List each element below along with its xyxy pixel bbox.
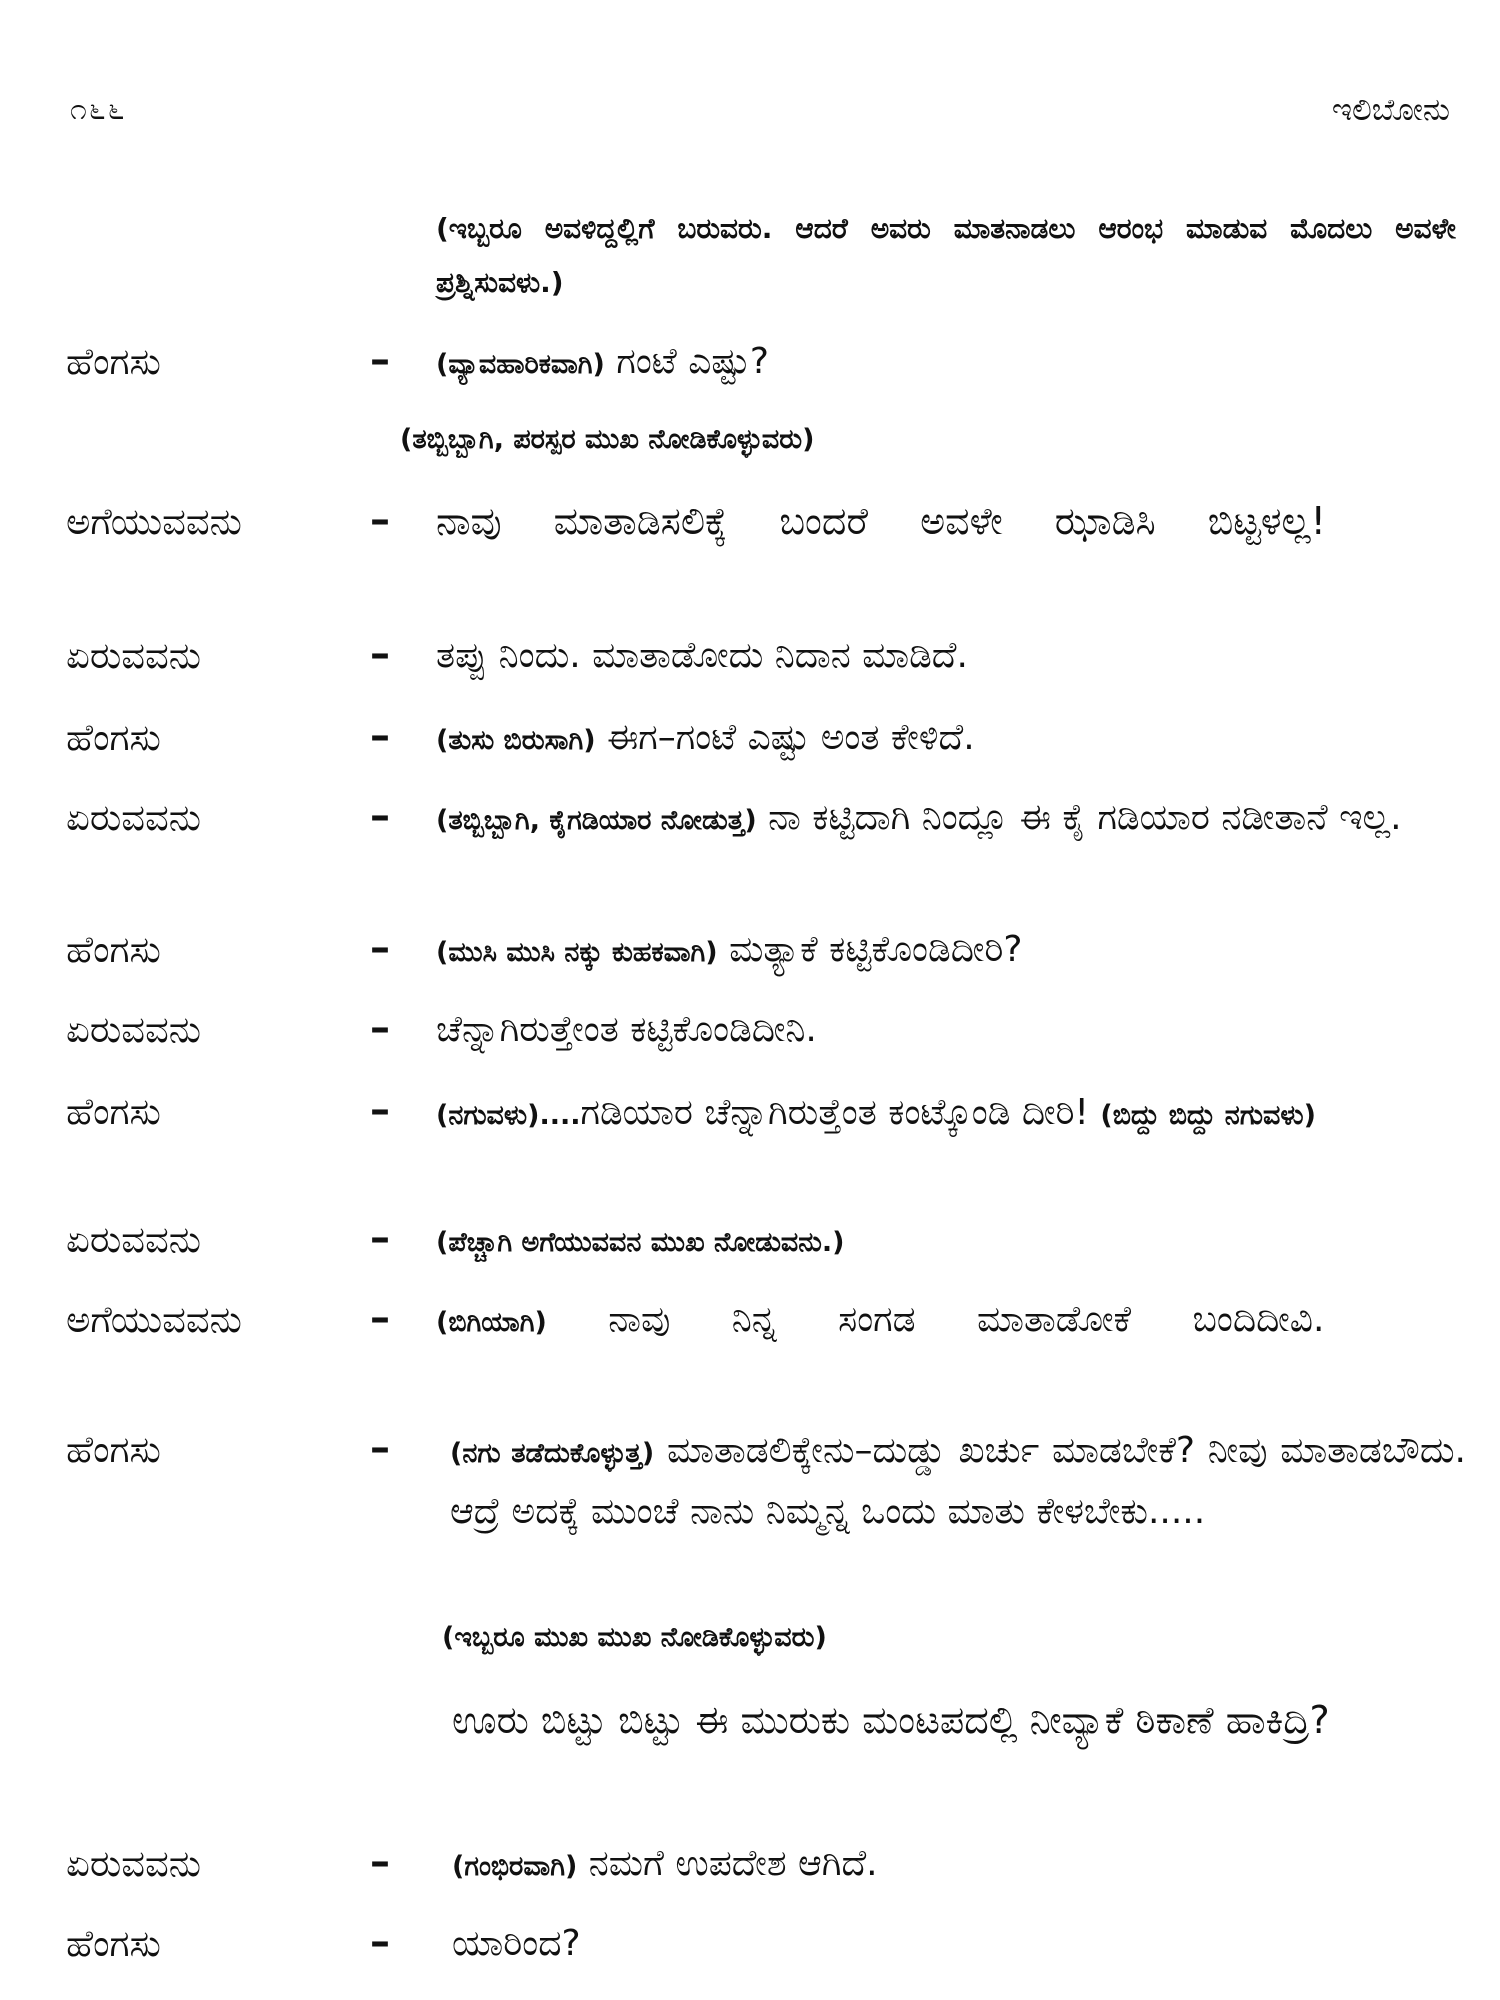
speaker-dash: – [370, 337, 390, 383]
dialogue-text: ಗಡಿಯಾರ ಚೆನ್ನಾಗಿರುತ್ತೆಂತ ಕಂಟ್ಕೊಂಡಿ ದೀರಿ! [580, 1092, 1089, 1133]
dialogue-text: ಈಗ–ಗಂಟೆ ಎಷ್ಟು ಅಂತ ಕೇಳಿದೆ. [607, 717, 975, 758]
speaker-name: ಹೆಂಗಸು [66, 1922, 161, 1965]
stage-direction: (ತಬ್ಬಿಬ್ಬಾಗಿ, ಪರಸ್ಪರ ಮುಖ ನೋಡಿಕೊಳ್ಳುವರು) [400, 424, 815, 455]
speaker-dash: – [370, 1919, 390, 1965]
stage-direction: (ತುಸು ಬಿರುಸಾಗಿ) [436, 725, 596, 756]
dialogue-text: ಮಾತಾಡಲಿಕ್ಕೇನು–ದುಡ್ಡು ಖರ್ಚು ಮಾಡಬೇಕೆ? ನೀವು ಮಾತಾಡಬೌದು. ಆದ್ರೆ ಅದಕ್ಕೆ ಮುಂಚೆ ನಾನು ನಿಮ್ಮನ್ನ ಒಂದು ಮಾತು ಕೇಳಬೇಕು..... [450, 1430, 1466, 1532]
dialogue-line [436, 924, 1456, 979]
stage-direction: (ಬಿಗಿಯಾಗಿ) [436, 1307, 547, 1338]
speaker-name: ಏರುವವನು [66, 796, 202, 839]
stage-direction: (ವ್ಯಾವಹಾರಿಕವಾಗಿ) [436, 349, 605, 380]
page-number: ೧೬೬ [70, 92, 127, 127]
dialogue-text: ನಮಗೆ ಉಪದೇಶ ಆಗಿದೆ. [588, 1843, 878, 1884]
speaker-dash: – [370, 497, 390, 543]
stage-direction: (ಗಂಭಿರವಾಗಿ) [452, 1851, 578, 1882]
speaker-dash: – [370, 631, 390, 677]
dialogue-line [452, 1688, 1464, 1752]
stage-direction: (ಬಿದ್ದು ಬಿದ್ದು ನಗುವಳು) [1100, 1100, 1316, 1131]
dialogue-text: ಗಂಟೆ ಎಷ್ಟು? [616, 341, 769, 382]
dialogue-line [436, 1084, 1456, 1145]
stage-direction: (ತಬ್ಬಿಬ್ಬಾಗಿ, ಕೈಗಡಿಯಾರ ನೋಡುತ್ತ) [436, 805, 757, 836]
stage-direction: (ಪೆಚ್ಚಾಗಿ ಅಗೆಯುವವನ ಮುಖ ನೋಡುವನು.) [436, 1227, 845, 1258]
speaker-dash: – [370, 1295, 390, 1341]
dialogue-line [436, 712, 1456, 767]
dialogue-line [436, 336, 1456, 391]
stage-direction: (ಇಬ್ಬರೂ ಮುಖ ಮುಖ ನೋಡಿಕೊಳ್ಳುವರು) [442, 1622, 827, 1653]
speaker-dash: – [370, 925, 390, 971]
stage-direction: (ನಗು ತಡೆದುಕೊಳ್ಳುತ್ತ) [450, 1438, 655, 1469]
dialogue-text: ನಾವು ನಿನ್ನ ಸಂಗಡ ಮಾತಾಡೋಕೆ ಬಂದಿದೀವಿ. [608, 1299, 1325, 1340]
dialogue-line [436, 1292, 1456, 1351]
stage-direction: (ಇಬ್ಬರೂ ಅವಳಿದ್ದಲ್ಲಿಗೆ ಬರುವರು. ಆದರೆ ಅವರು ಮಾತನಾಡಲು ಆರಂಭ ಮಾಡುವ ಮೊದಲು ಅವಳೇ ಪ್ರಶ್ನಿಸುವಳು.) [436, 212, 1456, 299]
dialogue-text: ಊರು ಬಿಟ್ಟು ಬಿಟ್ಟು ಈ ಮುರುಕು ಮಂಟಪದಲ್ಲಿ ನೀವ್ಯಾಕೆ ಠಿಕಾಣೆ ಹಾಕಿದ್ರಿ? [452, 1698, 1330, 1742]
stage-direction: (ಮುಸಿ ಮುಸಿ ನಕ್ಕು ಕುಹಕವಾಗಿ) [436, 937, 718, 968]
speaker-name: ಅಗೆಯುವವನು [66, 1298, 242, 1341]
speaker-name: ಏರುವವನು [66, 1218, 202, 1261]
speaker-dash: – [370, 1005, 390, 1051]
dialogue-text: ನಾವು ಮಾತಾಡಿಸಲಿಕ್ಕೆ ಬಂದರೆ ಅವಳೇ ಝಾಡಿಸಿ ಬಿಟ್ಟಳಲ್ಲ! [436, 499, 1326, 543]
speaker-name: ಹೆಂಗಸು [66, 928, 161, 971]
speaker-dash: – [370, 1215, 390, 1261]
speaker-name: ಹೆಂಗಸು [66, 340, 161, 383]
dialogue-line [436, 1004, 1456, 1056]
dialogue-line [436, 630, 1456, 682]
speaker-name: ಏರುವವನು [66, 1008, 202, 1051]
speaker-dash: – [370, 1839, 390, 1885]
dialogue-text: ನಾ ಕಟ್ಟಿದಾಗಿ ನಿಂದ್ಲೂ ಈ ಕೈ ಗಡಿಯಾರ ನಡೀತಾನೆ ಇಲ್ಲ. [768, 797, 1402, 838]
dialogue-text: ಯಾರಿಂದ? [452, 1923, 581, 1964]
speaker-dash: – [370, 1425, 390, 1471]
speaker-dash: – [370, 1087, 390, 1133]
dialogue-line [436, 790, 1456, 849]
speaker-name: ಏರುವವನು [66, 634, 202, 677]
speaker-name: ಅಗೆಯುವವನು [66, 500, 242, 543]
dialogue-line [436, 1214, 1456, 1269]
page-header [0, 92, 1500, 142]
speaker-name: ಹೆಂಗಸು [66, 716, 161, 759]
speaker-dash: – [370, 793, 390, 839]
running-title: ಇಲಿಬೋನು [1331, 92, 1450, 128]
speaker-name: ಹೆಂಗಸು [66, 1090, 161, 1133]
dialogue-line [452, 1838, 1472, 1893]
dialogue-line [452, 1918, 1472, 1970]
dialogue-text: ಮತ್ಯಾಕೆ ಕಟ್ಟಿಕೊಂಡಿದೀರಿ? [729, 929, 1023, 970]
dialogue-text: ತಪ್ಪು ನಿಂದು. ಮಾತಾಡೋದು ನಿದಾನ ಮಾಡಿದೆ. [436, 635, 968, 676]
stage-direction: (ನಗುವಳು).... [436, 1100, 581, 1131]
speaker-dash: – [370, 713, 390, 759]
dialogue-text: ಚೆನ್ನಾಗಿರುತ್ತೇಂತ ಕಟ್ಟಿಕೊಂಡಿದೀನಿ. [436, 1009, 817, 1050]
speaker-name: ಹೆಂಗಸು [66, 1428, 161, 1471]
dialogue-line [436, 492, 1456, 550]
dialogue-line [450, 1422, 1466, 1541]
speaker-name: ಏರುವವನು [66, 1842, 202, 1885]
